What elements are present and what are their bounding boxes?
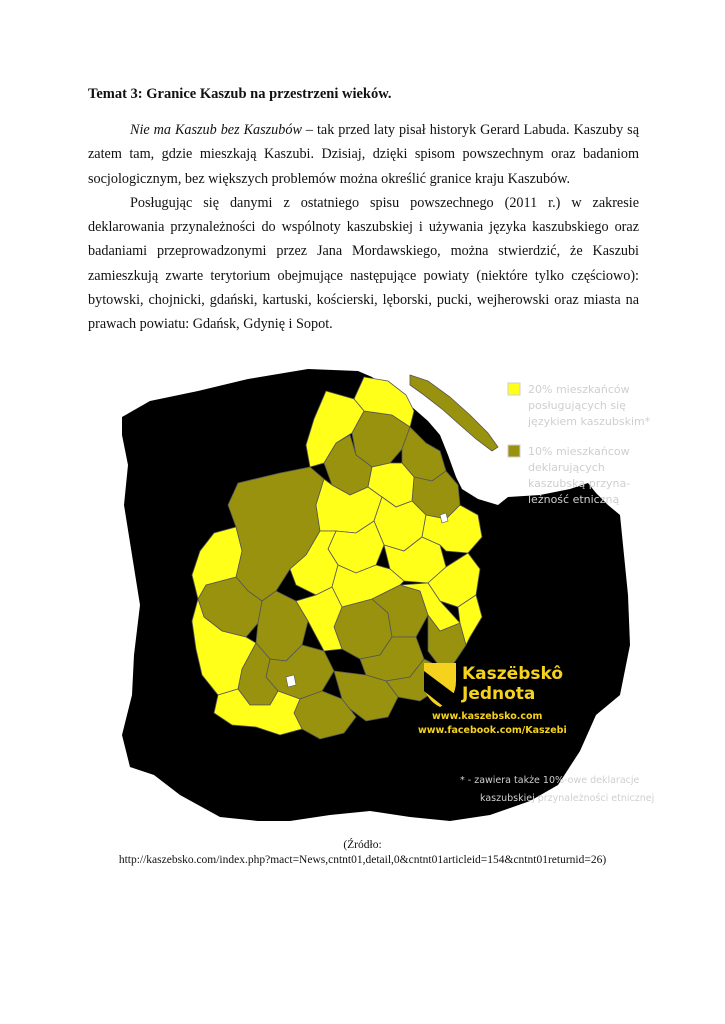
source-label: (Źródło:	[343, 839, 382, 851]
legend-olive-line-1: 10% mieszkańcow	[528, 445, 630, 458]
link-facebook: www.facebook.com/Kaszebi	[418, 725, 567, 736]
paragraph-1	[88, 118, 639, 191]
legend-yellow-line-3: językiem kaszubskim*	[528, 415, 651, 428]
kashubia-map	[110, 355, 670, 825]
footnote-line-2: kaszubskiej przynależności etnicznej	[480, 793, 655, 804]
map-legend	[508, 383, 651, 506]
source-citation	[0, 838, 725, 868]
body-text	[88, 118, 639, 337]
legend-olive-line-2: deklarujących	[528, 461, 605, 474]
paragraph-1-italic-lead: Nie ma Kaszub bez Kaszubów	[130, 122, 302, 138]
source-url: http://kaszebsko.com/index.php?mact=News,cntnt01,detail,0&cntnt01articleid=154&cntnt01returnid=26)	[118, 854, 607, 866]
legend-olive-line-3: kaszubską przyna-	[528, 477, 631, 490]
legend-yellow-line-2: posługujących się	[528, 399, 626, 412]
paragraph-2: Posługując się danymi z ostatniego spisu powszechnego (2011 r.) w zakresie deklarowania przynależności do wspólnoty kaszubskiej i używania języka kaszubskiego oraz badaniami przeprowadzonymi przez Jana Mordawskiego, można stwierdzić, że Kaszubi zamieszkują zwarte terytorium obejmujące następujące powiaty (niektóre tylko częściowo): bytowski, chojnicki, gdański, kartuski, kościerski, lęborski, pucki, wejherowski oraz miasta na prawach powiatu: Gdańsk, Gdynię i Sopot.	[88, 194, 639, 333]
legend-olive-swatch	[508, 445, 520, 457]
logo-line-1: Kaszëbskô	[462, 664, 564, 684]
kashubia-map-svg	[110, 355, 670, 825]
legend-yellow-swatch	[508, 383, 520, 395]
legend-olive-line-4: leżność etniczną	[528, 493, 620, 506]
logo-line-2: Jednota	[462, 684, 536, 704]
legend-yellow-line-1: 20% mieszkańców	[528, 383, 630, 396]
paragraph-1-rest: – tak przed laty pisał historyk Gerard Labuda. Kaszuby są zatem tam, gdzie mieszkają Kaszubi. Dzisiaj, dzięki spisom powszechnym oraz badaniom socjologicznym, bez większych problemów można określić granice kraju Kaszubów.	[88, 122, 639, 187]
link-website: www.kaszebsko.com	[432, 711, 543, 722]
page-heading: Temat 3: Granice Kaszub na przestrzeni wieków.	[88, 86, 392, 102]
footnote-line-1: * - zawiera także 10%-owe deklaracje	[460, 775, 640, 786]
